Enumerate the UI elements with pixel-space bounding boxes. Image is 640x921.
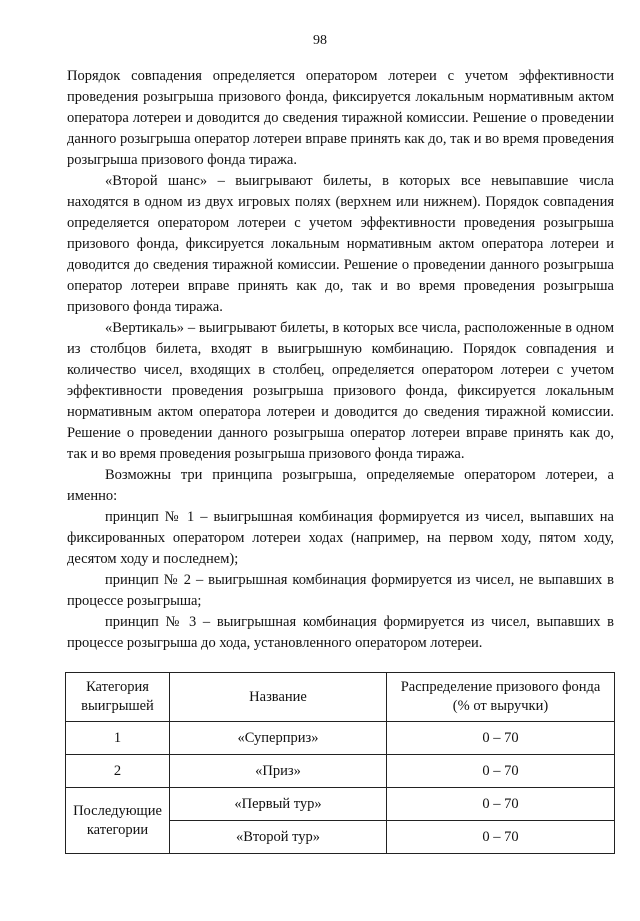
body-text [67,66,614,654]
page-number: 98 [313,33,327,48]
table-row [66,722,615,755]
paragraph: принцип № 1 – выигрышная комбинация формируется из чисел, выпавших на фиксированных оператором лотереи ходах (например, на первом ходу, пятом ходу, десятом ходу и последнем); [67,509,614,567]
prize-distribution-table [65,672,615,854]
cell-category: Последующие категории [66,788,170,854]
cell-share: 0 – 70 [387,755,615,788]
cell-category: 2 [66,755,170,788]
cell-share: 0 – 70 [387,821,615,854]
paragraph: «Вертикаль» – выигрывают билеты, в которых все числа, расположенные в одном из столбцов билета, входят в выигрышную комбинацию. Порядок совпадения и количество чисел, входящих в столбец, определяется оператором лотереи с учетом эффективности проведения розыгрыша призового фонда, фиксируется локальным нормативным актом оператора лотереи и доводится до сведения тиражной комиссии. Решение о проведении данного розыгрыша оператор лотереи вправе принять как до, так и во время проведения розыгрыша призового фонда тиража. [67,320,614,462]
table-header-row [66,673,615,722]
paragraph: принцип № 2 – выигрышная комбинация формируется из чисел, не выпавших в процессе розыгрыша; [67,572,614,609]
cell-share: 0 – 70 [387,722,615,755]
header-category: Категория выигрышей [66,673,170,722]
cell-name: «Приз» [170,755,387,788]
paragraph: принцип № 3 – выигрышная комбинация формируется из чисел, выпавших в процессе розыгрыша до хода, установленного оператором лотереи. [67,614,614,651]
header-distribution: Распределение призового фонда (% от выручки) [387,673,615,722]
cell-share: 0 – 70 [387,788,615,821]
paragraph: Возможны три принципа розыгрыша, определяемые оператором лотереи, а именно: [67,467,614,504]
table-row [66,755,615,788]
cell-category: 1 [66,722,170,755]
paragraph: Порядок совпадения определяется оператором лотереи с учетом эффективности проведения розыгрыша призового фонда, фиксируется локальным нормативным актом оператора лотереи и доводится до сведения тиражной комиссии. Решение о проведении данного розыгрыша оператор лотереи вправе принять как до, так и во время проведения розыгрыша призового фонда тиража. [67,68,614,168]
paragraph: «Второй шанс» – выигрывают билеты, в которых все невыпавшие числа находятся в одном из двух игровых полях (верхнем или нижнем). Порядок совпадения определяется оператором лотереи с учетом эффективности проведения розыгрыша призового фонда, фиксируется локальным нормативным актом оператора лотереи и доводится до сведения тиражной комиссии. Решение о проведении данного розыгрыша оператор лотереи вправе принять как до, так и во время проведения розыгрыша призового фонда тиража. [67,173,614,315]
header-name: Название [170,673,387,722]
cell-name: «Первый тур» [170,788,387,821]
table-row [66,788,615,821]
cell-name: «Второй тур» [170,821,387,854]
cell-name: «Суперприз» [170,722,387,755]
